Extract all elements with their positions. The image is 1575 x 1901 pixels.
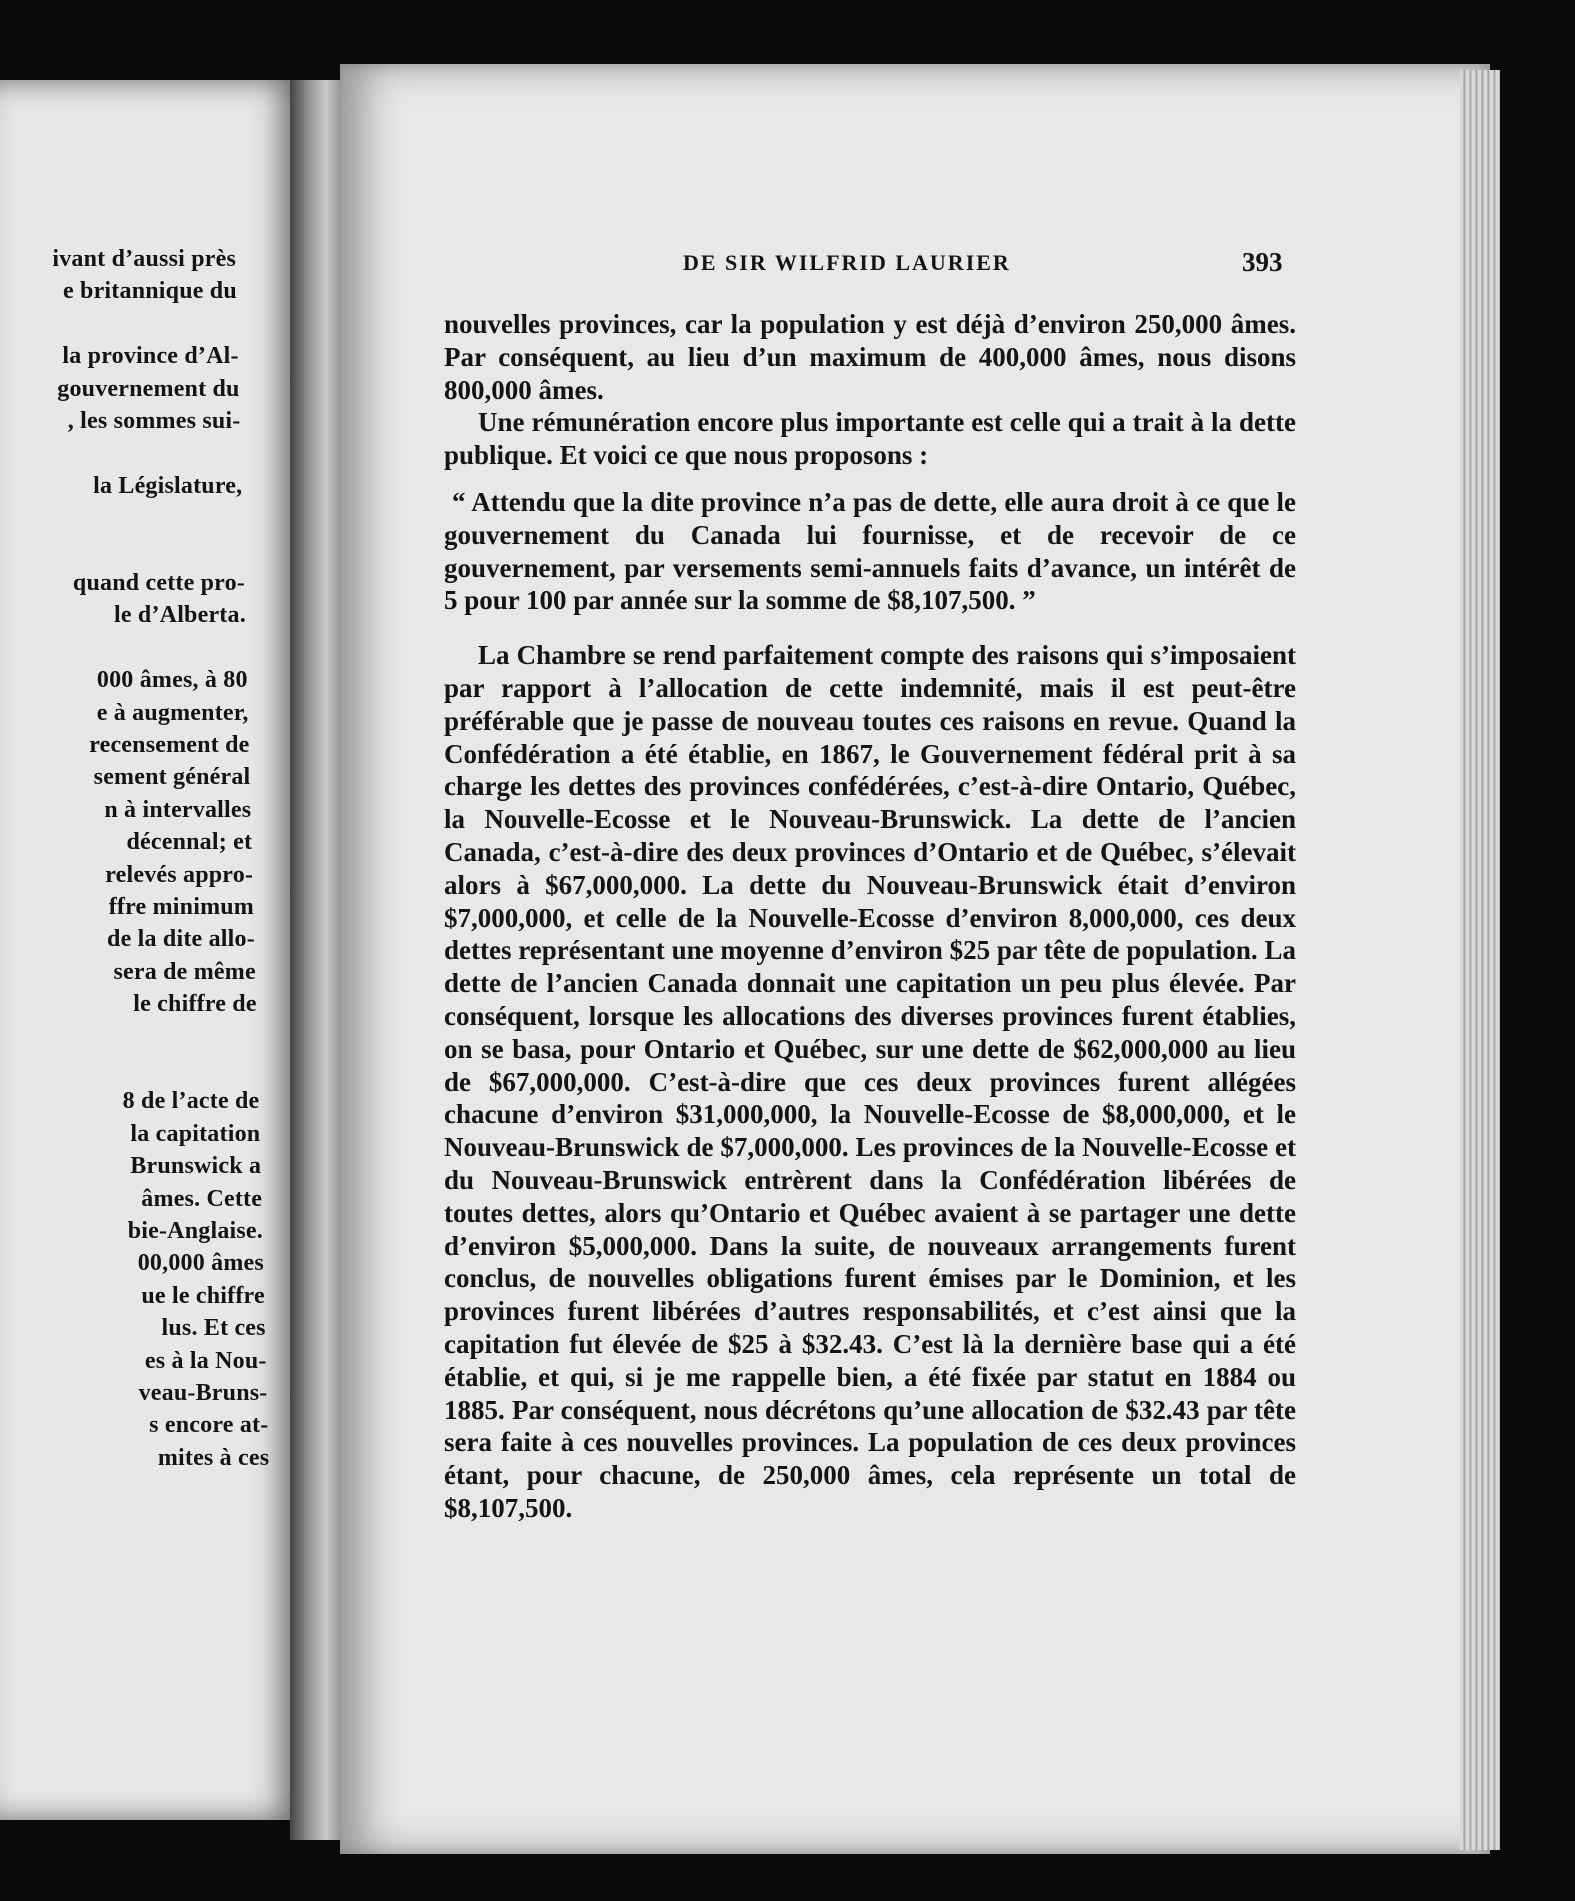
left-page-line: sement général bbox=[93, 764, 251, 791]
left-page-line: la capitation bbox=[130, 1120, 261, 1147]
left-page-line: sera de même bbox=[113, 958, 256, 985]
left-page-line: veau-Bruns- bbox=[138, 1380, 268, 1406]
paragraph: La Chambre se rend parfaitement compte des raisons qui s’imposaient par rapport à l’allocation de cette indemnité, mais il est peut-être préférable que je passe de nouveau toutes ces raisons en revue. Quand la Confédération a été établie, en 1867, le Gouvernement fédéral prit à sa charge les dettes des provinces confédérées, c’est-à-dire Ontario, Québec, la Nouvelle-Ecosse et le Nouveau-Brunswick. La dette de l’ancien Canada, c’est-à-dire des deux provinces d’Ontario et de Québec, s’élevait alors à $67,000,000. La dette du Nouveau-Brunswick était d’environ $7,000,000, et celle de la Nouvelle-Ecosse d’environ 8,000,000, ces deux dettes représentant une moyenne d’environ $25 par tête de population. La dette de l’ancien Canada donnait une capitation un peu plus élevée. Par conséquent, lorsque les allocations des diverses provinces furent établies, on se basa, pour Ontario et Québec, sur une dette de $62,000,000 au lieu de $67,000,000. C’est-à-dire que ces deux provinces furent allégées chacune d’environ $31,000,000, la Nouvelle-Ecosse de $8,000,000, et le Nouveau-Brunswick de $7,000,000. Les provinces de la Nouvelle-Ecosse et du Nouveau-Brunswick entrèrent dans la Confédération libérées de toutes dettes, alors qu’Ontario et Québec avaient à se partager une dette d’environ $5,000,000. Dans la suite, de nouveaux arrangements furent conclus, de nouvelles obligations furent émises par le Dominion, et les provinces furent libérées d’autres responsabilités, et c’est ainsi que la capitation fut élevée de $25 à $32.43. C’est là la dernière base qui a été établie, et qui, si je me rappelle bien, a été fixée par statut en 1884 ou 1885. Par conséquent, nous décrétons qu’une allocation de $32.43 par tête sera faite à ces nouvelles provinces. La population de ces deux provinces étant, pour chacune, de 250,000 âmes, cela représente un total de $8,107,500. bbox=[444, 640, 1296, 1523]
left-page-line: la province d’Al- bbox=[62, 343, 239, 370]
left-page-line: âmes. Cette bbox=[141, 1185, 263, 1212]
body-text bbox=[444, 308, 1296, 1525]
paragraph: nouvelles provinces, car la population y est déjà d’environ 250,000 âmes. Par conséquent, au lieu d’un maximum de 400,000 âmes, nous disons 800,000 âmes. bbox=[444, 309, 1296, 405]
left-page-line: quand cette pro- bbox=[72, 570, 245, 596]
left-page-line: , les sommes sui- bbox=[67, 408, 241, 434]
left-page-line: s encore at- bbox=[149, 1412, 269, 1439]
paragraph: Une rémunération encore plus importante est celle qui a trait à la dette publique. Et voici ce que nous proposons : bbox=[444, 407, 1296, 471]
background-dark bbox=[1500, 0, 1575, 1901]
left-page-line: recensement de bbox=[89, 732, 250, 758]
left-page-line: gouvernement du bbox=[57, 375, 240, 402]
left-page-line: ue le chiffre bbox=[141, 1282, 265, 1309]
left-page-line: mites à ces bbox=[157, 1444, 270, 1471]
left-page-line: ffre minimum bbox=[108, 894, 254, 920]
left-page-line: ivant d’aussi près bbox=[52, 246, 236, 272]
left-page-line: lus. Et ces bbox=[161, 1315, 266, 1342]
left-page-line: 00,000 âmes bbox=[137, 1250, 264, 1277]
running-head: DE SIR WILFRID LAURIER bbox=[683, 250, 1011, 275]
page-number: 393 bbox=[1242, 247, 1283, 277]
left-page-line: bie-Anglaise. bbox=[127, 1218, 263, 1244]
page-edges bbox=[1460, 70, 1500, 1850]
left-page-line: relevés appro- bbox=[105, 861, 254, 888]
quotation: “ Attendu que la dite province n’a pas de dette, elle aura droit à ce que le gouvernement du Canada lui fournisse, et de recevoir de ce gouvernement, par versements semi-annuels faits d’avance, un intérêt de 5 pour 100 par année sur la somme de $8,107,500. ” bbox=[444, 486, 1296, 616]
left-page-line: n à intervalles bbox=[104, 796, 252, 823]
left-page-line: la Législature, bbox=[93, 472, 243, 499]
left-page-line: le chiffre de bbox=[133, 991, 257, 1018]
left-page-line: e à augmenter, bbox=[96, 699, 249, 726]
left-page bbox=[0, 80, 300, 1820]
left-page-line: Brunswick a bbox=[130, 1153, 262, 1180]
left-page-line: décennal; et bbox=[126, 829, 253, 856]
left-page-line: e britannique du bbox=[62, 278, 237, 305]
left-page-line: es à la Nou- bbox=[144, 1347, 267, 1374]
left-page-line: 000 âmes, à 80 bbox=[96, 667, 248, 694]
left-page-line: de la dite allo- bbox=[107, 926, 255, 953]
left-page-line: le d’Alberta. bbox=[114, 602, 246, 629]
left-page-line: 8 de l’acte de bbox=[122, 1088, 260, 1115]
